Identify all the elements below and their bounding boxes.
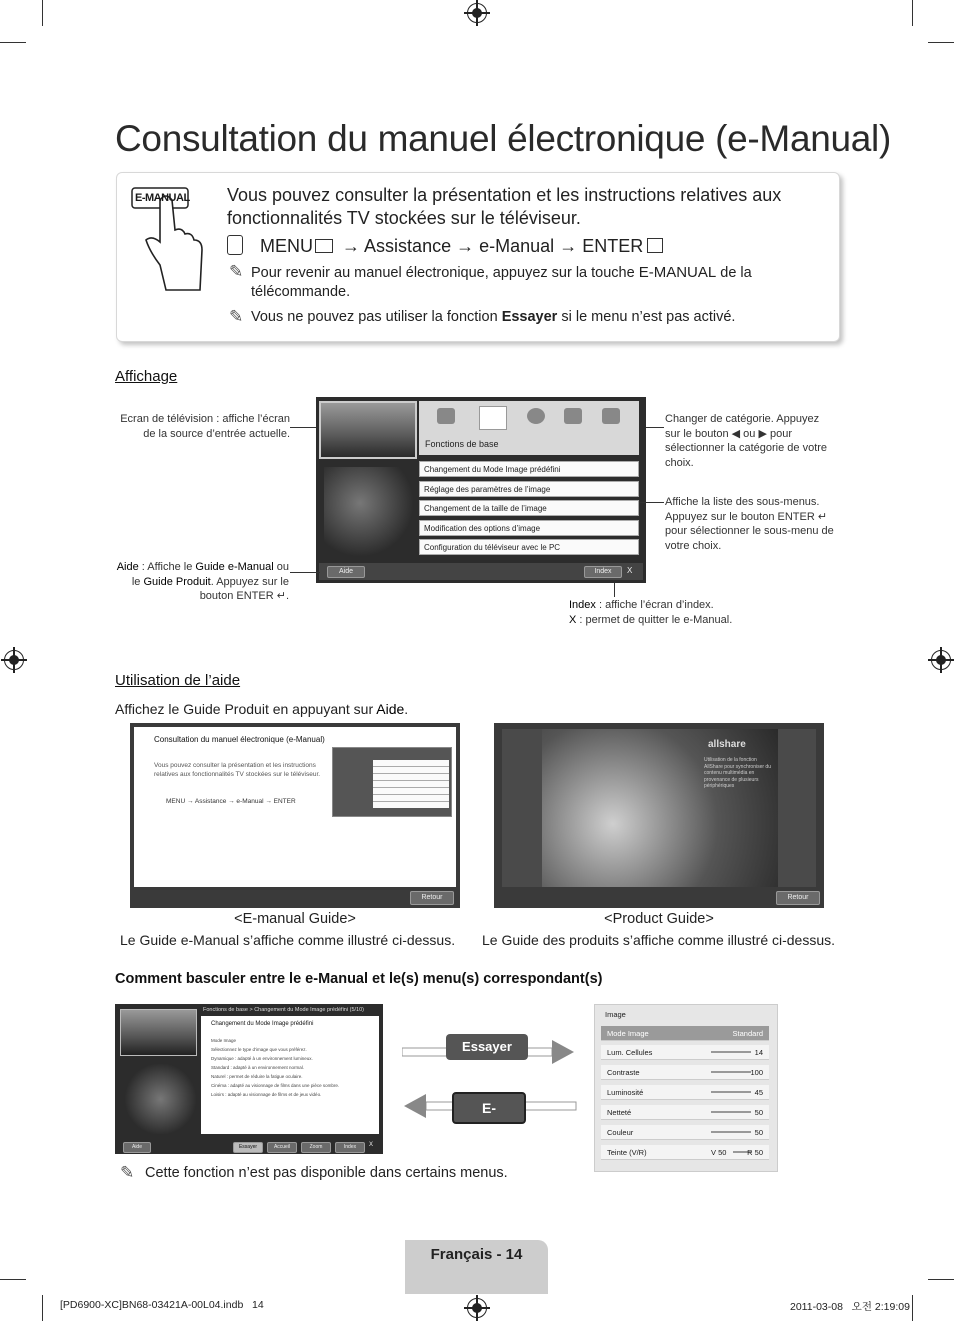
index-button[interactable]: Index xyxy=(584,566,622,578)
intro-note-1: Pour revenir au manuel électronique, appuyez sur la touche E-MANUAL de la télécommande. xyxy=(251,264,752,300)
remote-icon xyxy=(227,235,243,255)
pencil-icon: ✎ xyxy=(229,307,244,326)
emanual-screen xyxy=(316,397,646,583)
setting-row[interactable]: Lum. Cellules 14 xyxy=(601,1045,769,1060)
registration-mark-top xyxy=(467,3,487,23)
retour-button[interactable]: Retour xyxy=(776,891,820,905)
submenu-item[interactable]: Configuration du téléviseur avec le PC xyxy=(419,539,639,555)
annotation-aide: Aide : Affiche le Guide e-Manual ou le Guide Produit. Appuyez sur le bouton ENTER ↵. xyxy=(116,561,289,602)
aide-button[interactable]: Aide xyxy=(327,566,365,578)
intro-note-2: Vous ne pouvez pas utiliser la fonction Essayer si le menu n’est pas activé. xyxy=(251,309,736,325)
annotation-category: Changer de catégorie. Appuyez sur le bouton ◀ ou ▶ pour sélectionner la catégorie de votre choix. xyxy=(665,413,828,469)
section-switch: Comment basculer entre le e-Manual et le(s) menu(s) correspondant(s) xyxy=(115,971,603,987)
hand-remote-icon xyxy=(130,180,210,295)
setting-row[interactable]: Teinte (V/R) V 50 R 50 xyxy=(601,1145,769,1160)
section-aide: Utilisation de l’aide xyxy=(115,672,241,689)
emanual-pill: E-MANUAL xyxy=(452,1092,526,1124)
guide-text: Vous pouvez consulter la présentation et les instructions relatives aux fonctionnalités TV stockées sur le téléviseur. xyxy=(154,762,321,778)
doc-line: Loisirs : adapté au visionnage de films et de jeux vidéo. xyxy=(211,1092,322,1097)
footer-file: [PD6900-XC]BN68-03421A-00L04.indb 14 xyxy=(60,1299,264,1311)
help-icon xyxy=(602,408,620,424)
pencil-icon: ✎ xyxy=(229,262,244,281)
doc-breadcrumb: Fonctions de base > Changement du Mode Image prédéfini (5/10) xyxy=(203,1007,364,1013)
registration-mark-left xyxy=(4,650,24,670)
registration-mark-right xyxy=(931,650,951,670)
doc-title: Changement du Mode Image prédéfini xyxy=(211,1021,314,1027)
product-guide-screen xyxy=(494,723,824,908)
emanual-label: e-Manual xyxy=(479,236,555,256)
registration-mark-bottom xyxy=(467,1298,487,1318)
allshare-logo: allshare xyxy=(708,739,746,750)
caption-emanual: Le Guide e-Manual s’affiche comme illustré ci-dessus. xyxy=(120,932,456,948)
doc-line: Naturel : permet de réduire la fatigue oculaire. xyxy=(211,1074,303,1079)
category-bar xyxy=(419,401,639,455)
label-product-guide: <Product Guide> xyxy=(604,911,714,927)
doc-line: Dynamique : adapté à un environnement lumineux. xyxy=(211,1056,313,1061)
caption-product: Le Guide des produits s’affiche comme illustré ci-dessus. xyxy=(482,932,836,948)
doc-line: Standard : adapté à un environnement normal. xyxy=(211,1065,305,1070)
submenu-item[interactable]: Changement du Mode Image prédéfini xyxy=(419,461,639,477)
menu-icon xyxy=(315,239,333,253)
doc-line: Cinéma : adapté au visionnage de films dans une pièce sombre. xyxy=(211,1083,340,1088)
network-icon xyxy=(564,408,582,424)
gear-icon xyxy=(527,408,545,424)
image-menu-title: Image xyxy=(605,1010,626,1019)
bottom-bar xyxy=(319,563,643,580)
doc-tv-preview xyxy=(120,1009,197,1056)
emanual-guide-screen xyxy=(130,723,460,908)
doc-line: Mode Image xyxy=(211,1038,237,1043)
emanual-button-label: E-MANUAL xyxy=(135,192,190,204)
assistance-label: Assistance xyxy=(364,236,452,256)
accueil-button[interactable]: Accueil xyxy=(267,1142,297,1153)
emanual-doc-screen xyxy=(115,1004,383,1154)
allshare-illustration xyxy=(542,729,778,887)
arrow-2: → xyxy=(456,236,475,256)
switch-note: Cette fonction n’est pas disponible dans certains menus. xyxy=(145,1165,508,1181)
doc-line: Sélectionnez le type d’image que vous préférez. xyxy=(211,1047,307,1052)
essayer-pill: Essayer xyxy=(446,1034,528,1060)
doc-decor xyxy=(123,1064,198,1134)
enter-icon xyxy=(647,238,663,253)
setting-row[interactable]: Luminosité 45 xyxy=(601,1085,769,1100)
enter-label: ENTER xyxy=(582,236,644,256)
tv-preview xyxy=(319,401,417,459)
page-number: Français - 14 xyxy=(430,1246,523,1263)
submenu-item[interactable]: Réglage des paramètres de l’image xyxy=(419,481,639,497)
submenu-item[interactable]: Changement de la taille de l’image xyxy=(419,500,639,516)
annotation-submenu: Affiche la liste des sous-menus. Appuyez sur le bouton ENTER ↵ pour sélectionner le sous-menu de votre choix. xyxy=(665,496,834,552)
index-button[interactable]: Index xyxy=(335,1142,365,1153)
pencil-icon: ✎ xyxy=(120,1163,135,1182)
allshare-text: Utilisation de la fonction AllShare pour synchroniser du contenu multimédia en provenance de plusieurs périphériques xyxy=(704,757,771,789)
submenu-item[interactable]: Modification des options d’image xyxy=(419,520,639,536)
setting-row[interactable]: Netteté 50 xyxy=(601,1105,769,1120)
setting-row[interactable]: Contraste 100 xyxy=(601,1065,769,1080)
category-label: Fonctions de base xyxy=(425,439,499,449)
menu-label: MENU xyxy=(260,236,314,256)
guide-thumbnail xyxy=(332,747,452,817)
section-affichage: Affichage xyxy=(115,368,178,385)
arrow-1: → xyxy=(342,236,361,256)
aide-button[interactable]: Aide xyxy=(123,1142,151,1153)
basic-functions-icon xyxy=(437,408,455,424)
decor-graphic xyxy=(324,467,414,557)
setting-row-mode[interactable]: Mode Image Standard xyxy=(601,1026,769,1041)
doc-bottom-bar xyxy=(115,1140,383,1154)
menu-path xyxy=(227,235,663,257)
essayer-button[interactable]: Essayer xyxy=(233,1142,263,1153)
close-button[interactable]: X xyxy=(369,1142,374,1148)
image-menu xyxy=(594,1004,778,1172)
settings-icon xyxy=(479,406,507,430)
aide-text: Affichez le Guide Produit en appuyant sur Aide. xyxy=(115,701,409,717)
guide-title: Consultation du manuel électronique (e-Manual) xyxy=(154,735,325,744)
footer-date: 2011-03-08 오전 2:19:09 xyxy=(790,1301,910,1313)
close-button[interactable]: X xyxy=(627,566,633,575)
annotation-index: Index : affiche l’écran d’index. X : permet de quitter le e-Manual. xyxy=(569,599,733,626)
zoom-button[interactable]: Zoom xyxy=(301,1142,331,1153)
label-emanual-guide: <E-manual Guide> xyxy=(234,911,356,927)
arrow-3: → xyxy=(559,236,578,256)
page-title: Consultation du manuel électronique (e-Manual) xyxy=(115,118,891,159)
intro-lead: Vous pouvez consulter la présentation et les instructions relatives aux fonctionnalités TV stockées sur le téléviseur. xyxy=(227,185,782,228)
setting-row[interactable]: Couleur 50 xyxy=(601,1125,769,1140)
retour-button[interactable]: Retour xyxy=(410,891,454,905)
annotation-tv-screen: Ecran de télévision : affiche l’écran de la source d’entrée actuelle. xyxy=(120,413,290,440)
guide-menu: MENU → Assistance → e-Manual → ENTER xyxy=(166,798,296,805)
